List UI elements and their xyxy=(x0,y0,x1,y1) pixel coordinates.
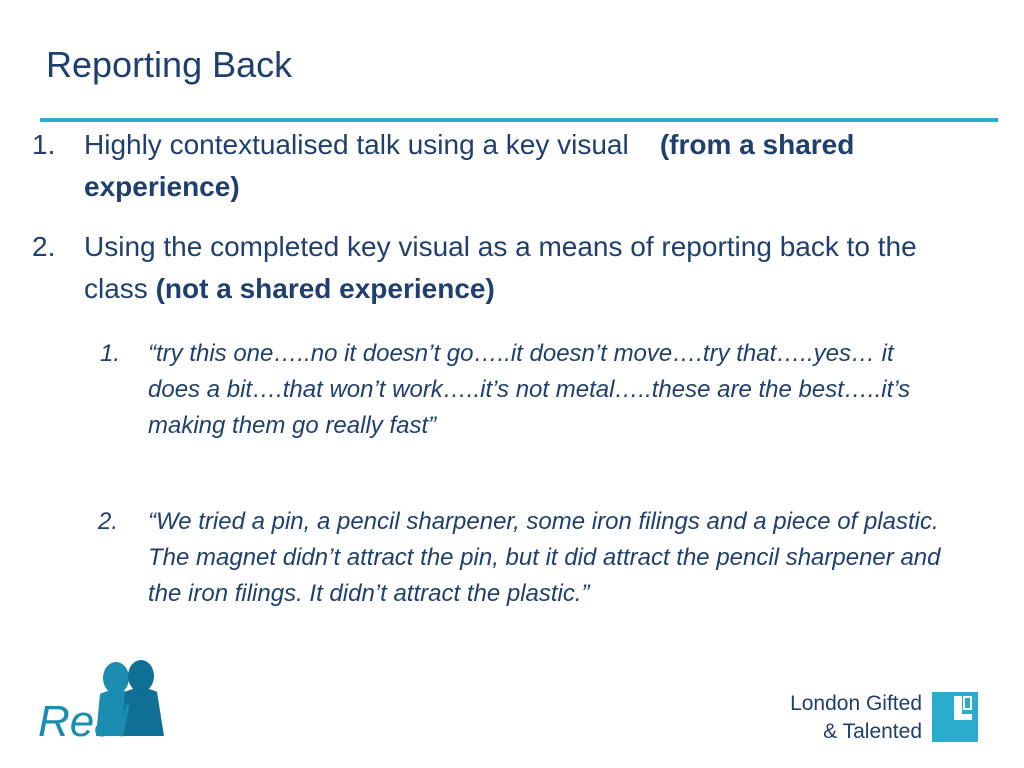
lgt-line-1: London Gifted xyxy=(790,692,922,715)
real-logo xyxy=(38,658,178,744)
list-item-plain: Highly contextualised talk using a key visual xyxy=(84,129,629,160)
lgt-logo xyxy=(762,690,1002,746)
lgt-line-2: & Talented xyxy=(823,720,922,743)
quote-item-1 xyxy=(100,336,960,486)
real-logo-wordmark: Real xyxy=(38,697,129,744)
lgt-square-icon xyxy=(932,692,978,742)
quote-text: “We tried a pin, a pencil sharpener, some iron filings and a piece of plastic. The magnet didn’t attract the pin, but it did attract the pencil sharpener and the iron filings. It didn’t attract the plastic.” xyxy=(148,508,941,607)
list-number: 2. xyxy=(32,231,56,262)
list-item-2 xyxy=(32,226,932,310)
list-number: 1. xyxy=(32,129,56,160)
real-logo-icon xyxy=(38,658,178,744)
quote-item-2 xyxy=(98,504,958,654)
quote-text: “try this one…..no it doesn’t go…..it doesn’t move….try that…..yes… it does a bit….that won’t work…..it’s not metal…..these are the best…..it’s making them go really fast” xyxy=(148,340,911,439)
lgt-logo-text xyxy=(790,690,922,746)
list-item-bold: (not a shared experience) xyxy=(155,273,495,304)
quote-number: 2. xyxy=(98,508,119,535)
title-divider xyxy=(40,118,998,122)
slide-title: Reporting Back xyxy=(46,44,293,85)
list-item-bold: (from a shared experience) xyxy=(84,129,855,202)
list-item-1 xyxy=(32,124,932,208)
quote-number: 1. xyxy=(100,340,121,367)
list-item-text xyxy=(84,124,944,208)
list-item-text xyxy=(84,226,944,310)
list-item-plain: Using the completed key visual as a means of reporting back to the class xyxy=(84,231,917,304)
